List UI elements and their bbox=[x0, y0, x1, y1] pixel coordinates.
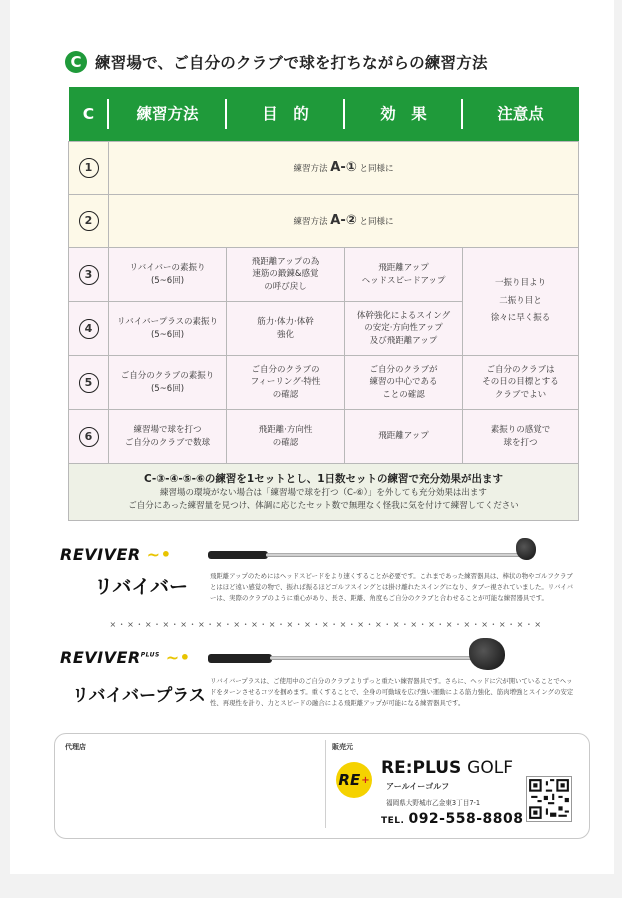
row-same-as: 練習方法 A-① と同様に bbox=[109, 142, 579, 195]
reviver-plus-club-shaft bbox=[270, 656, 478, 660]
purpose-cell: 飛距離·方向性 の確認 bbox=[227, 410, 345, 464]
footnote-line-1: C-③-④-⑤-⑥の練習を1セットとし、1日数セットの練習で充分効果が出ます bbox=[143, 473, 504, 486]
notes-cell-merged: 一振り目より 二振り目と 徐々に早く振る bbox=[463, 248, 579, 356]
reviver-plus-product-name: リバイバープラス bbox=[72, 686, 206, 706]
brand-tel: TEL. 092-558-8808 bbox=[381, 811, 524, 827]
replus-logo-mark: RE + bbox=[336, 762, 372, 798]
section-title bbox=[65, 48, 585, 76]
method-cell: リバイバーの素振り (5~6回) bbox=[109, 248, 227, 302]
row-number: 4 bbox=[69, 302, 109, 356]
row-number: 2 bbox=[69, 195, 109, 248]
row-number: 3 bbox=[69, 248, 109, 302]
effect-cell: 体幹強化によるスイング の安定·方向性アップ 及び飛距離アップ bbox=[345, 302, 463, 356]
header-method: 練習方法 bbox=[109, 87, 227, 142]
agent-label: 代理店 bbox=[65, 743, 86, 751]
purpose-cell: ご自分のクラブの フィーリング·特性 の確認 bbox=[227, 356, 345, 410]
brand-name: RE:PLUS GOLF bbox=[381, 758, 513, 778]
footnote-line-3: ご自分にあった練習量を見つけ、体調に応じたセット数で無理なく怪我に気を付けて練習してください bbox=[128, 500, 519, 511]
row-same-as: 練習方法 A-② と同様に bbox=[109, 195, 579, 248]
effect-cell: 飛距離アップ ヘッドスピードアップ bbox=[345, 248, 463, 302]
section-title-text: 練習場で、ご自分のクラブで球を打ちながらの練習方法 bbox=[95, 54, 488, 72]
reviver-plus-description: リバイバープラスは、ご使用中のご自分のクラブよりずっと重たい練習器具です。さらに、ヘッドに穴が開いていることでヘッドをターンさせるコツを掴めます。重くすることで、全身の可動域を広げ強い運動による筋力強化、筋肉増強とスイングの安定性、再現性を計り、力とスピードの融合による飛距離アップが可能になる練習器具です。 bbox=[210, 677, 574, 708]
brand-address: 福岡県大野城市乙金東3丁目7-1 bbox=[386, 799, 481, 807]
footnote-line-2: 練習場の環境がない場合は「練習場で球を打つ（C-⑥）」を外しても充分効果は出ます bbox=[160, 488, 487, 499]
practice-table bbox=[68, 87, 579, 521]
table-row bbox=[69, 410, 579, 464]
reviver-plus-club-grip bbox=[208, 654, 272, 663]
reviver-club-shaft bbox=[266, 553, 524, 557]
table-footnote-row bbox=[69, 464, 579, 521]
table-row bbox=[69, 142, 579, 195]
reviver-club-grip bbox=[208, 551, 268, 559]
reviver-logo: REVIVER ∼• bbox=[60, 545, 172, 564]
table-row bbox=[69, 356, 579, 410]
method-cell: 練習場で球を打つ ご自分のクラブで数球 bbox=[109, 410, 227, 464]
footer-divider bbox=[325, 740, 326, 828]
flyer-page bbox=[10, 0, 614, 874]
row-number: 6 bbox=[69, 410, 109, 464]
dotted-divider: ×・×・×・×・×・×・×・×・×・×・×・×・×・×・×・×・×・×・×・×・×・×・×・×・× bbox=[109, 620, 543, 629]
row-number: 1 bbox=[69, 142, 109, 195]
purpose-cell: 筋力·体力·体幹 強化 bbox=[227, 302, 345, 356]
method-cell: リバイバープラスの素振り (5~6回) bbox=[109, 302, 227, 356]
notes-cell: 素振りの感覚で 球を打つ bbox=[463, 410, 579, 464]
brand-kana: アールイーゴルフ bbox=[386, 782, 450, 791]
method-cell: ご自分のクラブの素振り (5~6回) bbox=[109, 356, 227, 410]
row-number: 5 bbox=[69, 356, 109, 410]
footer-box bbox=[54, 733, 590, 839]
header-c: C bbox=[69, 87, 109, 142]
qr-code-icon bbox=[526, 776, 572, 822]
table-row bbox=[69, 195, 579, 248]
seller-label: 販売元 bbox=[332, 743, 353, 751]
reviver-product-name: リバイバー bbox=[94, 576, 189, 598]
reviver-plus-logo: $REVIVER^{PLUS}$ ∼• bbox=[60, 648, 191, 667]
header-purpose: 目 的 bbox=[227, 87, 345, 142]
header-effect: 効 果 bbox=[345, 87, 463, 142]
header-notes: 注意点 bbox=[463, 87, 579, 142]
effect-cell: 飛距離アップ bbox=[345, 410, 463, 464]
reviver-plus-club-head-icon bbox=[469, 638, 505, 670]
section-badge: C bbox=[65, 51, 87, 73]
table-footnote bbox=[69, 464, 579, 521]
purpose-cell: 飛距離アップの為 速筋の鍛錬&感覚 の呼び戻し bbox=[227, 248, 345, 302]
notes-cell: ご自分のクラブは その日の目標とする クラブでよい bbox=[463, 356, 579, 410]
reviver-club-head-icon bbox=[516, 538, 536, 560]
table-row bbox=[69, 248, 579, 302]
effect-cell: ご自分のクラブが 練習の中心である ことの確認 bbox=[345, 356, 463, 410]
reviver-description: 飛距離アップのためにはヘッドスピードをより速くすることが必要です。これまであった練習器具は、棒状の物やゴルフクラブとはほど遠い感覚の物で、振れば振るほどゴルフスイングとは掛け離れたスイングになり、タブー視されていました。リバイバーは、実際のクラブのように重心があり、長さ、距離、角度もご自分のクラブと合わせることが可能な練習器具です。 bbox=[210, 572, 573, 603]
